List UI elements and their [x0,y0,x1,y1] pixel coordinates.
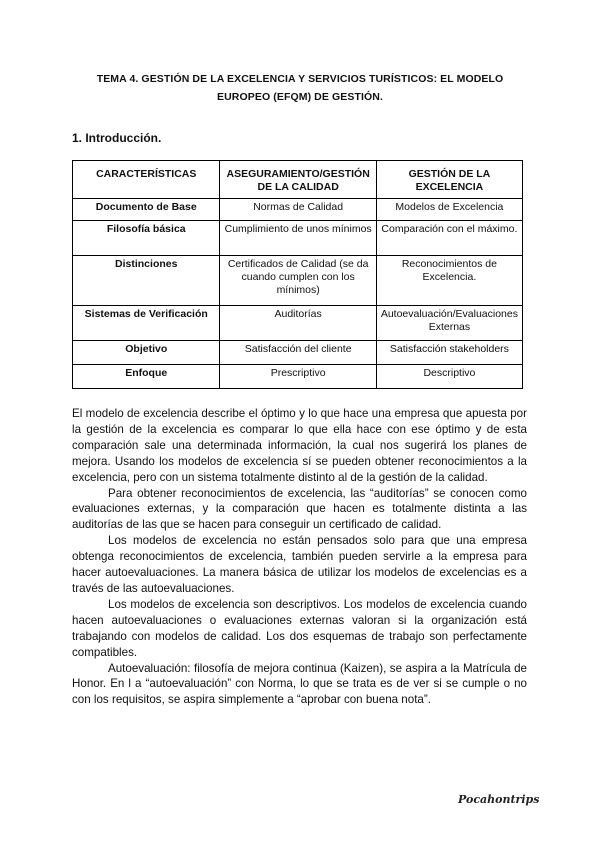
table-cell: Certificados de Calidad (se da cuando cumplen con los mínimos) [220,256,376,306]
table-row [73,256,523,306]
footer-signature: Pocahontrips [458,793,540,806]
table-cell: Cumplimiento de unos mínimos [220,221,376,256]
table-cell: Distinciones [73,256,220,306]
table-cell: Reconocimientos de Excelencia. [376,256,522,306]
paragraph: El modelo de excelencia describe el óptimo y lo que hace una empresa que apuesta por la gestión de la excelencia es comparar lo que ella hace con ese óptimo y de esta comparación sale una determinada información, la cual nos sugerirá los planes de mejora. Usando los modelos de excelencia sí se pueden obtener reconocimientos a la excelencia, pero con un sistema totalmente distinto al de la gestión de la calidad. [72,407,527,484]
table-cell: Prescriptivo [220,365,376,389]
table-header-cell: ASEGURAMIENTO/GESTIÓN DE LA CALIDAD [220,161,376,199]
table-header-cell: CARACTERÍSTICAS [73,161,220,199]
table-cell: Documento de Base [73,199,220,221]
table-cell: Modelos de Excelencia [376,199,522,221]
table-row [73,341,523,365]
paragraph: Los modelos de excelencia son descriptivos. Los modelos de excelencia cuando hacen autoevaluaciones o evaluaciones externas valoran si la organización está trabajando con modelos de calidad. Los dos esquemas de trabajo son perfectamente compatibles. [72,597,527,659]
table-cell: Sistemas de Verificación [73,306,220,341]
table-row [73,221,523,256]
table-header-cell: GESTIÓN DE LA EXCELENCIA [376,161,522,199]
table-cell: Satisfacción stakeholders [376,341,522,365]
body-text [72,406,527,708]
section-heading: 1. Introducción. [72,131,162,145]
comparison-table [72,160,523,389]
paragraph: Para obtener reconocimientos de excelencia, las “auditorías” se conocen como evaluaciones externas, y la comparación que hacen es totalmente distinta a las auditorías de las que se hacen para conseguir un certificado de calidad. [72,486,527,532]
table-cell: Satisfacción del cliente [220,341,376,365]
table-cell: Filosofía básica [73,221,220,256]
document-title: TEMA 4. GESTIÓN DE LA EXCELENCIA Y SERVICIOS TURÍSTICOS: EL MODELO EUROPEO (EFQM) DE GESTIÓN. [96,73,504,103]
paragraph: Autoevaluación: filosofía de mejora continua (Kaizen), se aspira a la Matrícula de Honor. En l a “autoevaluación” con Norma, lo que se trata es de ver si se cumple o no con los requisitos, se aspira simplemente a “aprobar con buena nota”. [72,661,527,707]
table-row [73,365,523,389]
table-header-row [73,161,523,199]
table-cell: Normas de Calidad [220,199,376,221]
table-cell: Auditorías [220,306,376,341]
table-cell: Enfoque [73,365,220,389]
table-cell: Comparación con el máximo. [376,221,522,256]
table-cell: Autoevaluación/Evaluaciones Externas [376,306,522,341]
table-cell: Objetivo [73,341,220,365]
table-row [73,199,523,221]
table-row [73,306,523,341]
table-cell: Descriptivo [376,365,522,389]
paragraph: Los modelos de excelencia no están pensados solo para que una empresa obtenga reconocimientos de excelencia, también pueden servirle a la empresa para hacer autoevaluaciones. La manera básica de utilizar los modelos de excelencias es a través de las autoevaluaciones. [72,534,527,595]
